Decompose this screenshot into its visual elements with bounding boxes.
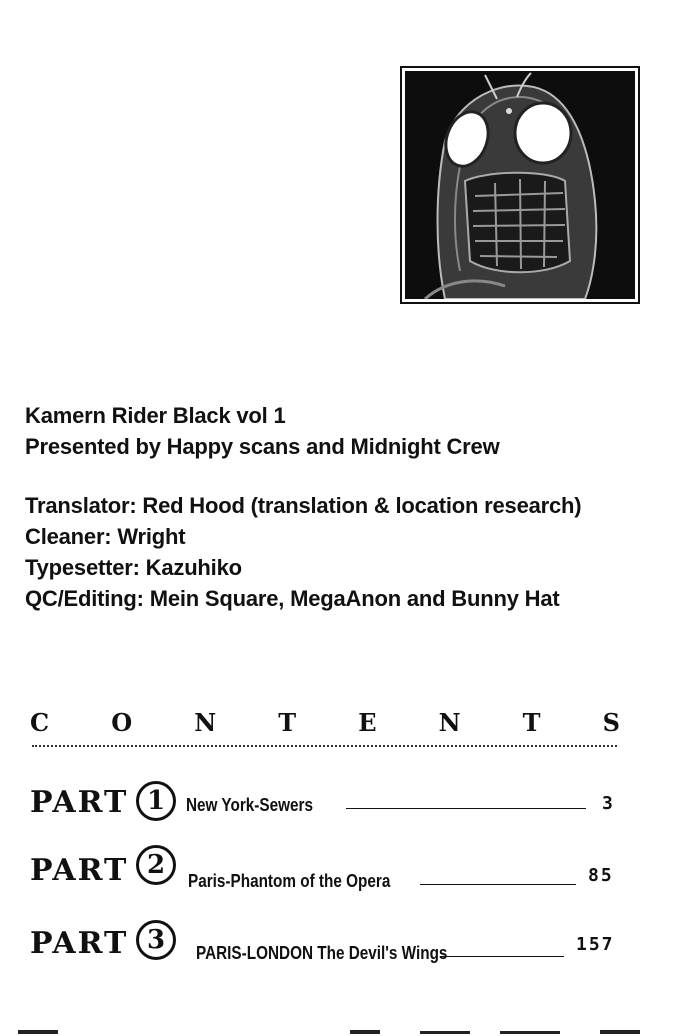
contents-entry-part-1 <box>30 785 630 829</box>
part-label: PART <box>30 853 129 888</box>
leader-line <box>440 956 564 957</box>
masked-rider-illustration <box>400 66 640 304</box>
volume-title: Kamern Rider Black vol 1 <box>25 403 286 428</box>
page-number: 157 <box>576 934 615 955</box>
part-title: PARIS-LONDON The Devil's Wings <box>196 943 448 963</box>
part-label: PART <box>30 926 129 961</box>
contents-letter: E <box>358 708 377 737</box>
contents-letter: T <box>278 708 297 737</box>
part-number-circle: 3 <box>136 920 176 960</box>
typesetter-credit: Typesetter: Kazuhiko <box>25 555 242 580</box>
part-number-circle: 2 <box>136 845 176 885</box>
translator-credit: Translator: Red Hood (translation & location research) <box>25 493 582 518</box>
qc-credit: QC/Editing: Mein Square, MegaAnon and Bunny Hat <box>25 586 560 611</box>
contents-letter: O <box>111 708 133 737</box>
leader-line <box>346 808 586 809</box>
contents-letter: T <box>522 708 541 737</box>
leader-line <box>420 884 576 885</box>
page-number: 3 <box>602 793 615 814</box>
part-title: Paris-Phantom of the Opera <box>188 871 391 891</box>
contents-letter: C <box>30 708 50 737</box>
contents-letter: N <box>194 708 217 737</box>
contents-letter: S <box>602 708 620 737</box>
scan-edge-marks <box>0 1028 700 1036</box>
part-title: New York-Sewers <box>186 795 313 815</box>
credits-block <box>25 400 685 614</box>
contents-entry-part-3 <box>30 926 630 970</box>
contents-heading <box>30 708 620 737</box>
part-label: PART <box>30 785 129 820</box>
rider-helmet-drawing <box>405 71 635 299</box>
part-number-circle: 1 <box>136 781 176 821</box>
cleaner-credit: Cleaner: Wright <box>25 524 186 549</box>
page-number: 85 <box>588 865 614 886</box>
presented-by: Presented by Happy scans and Midnight Crew <box>25 434 500 459</box>
contents-letter: N <box>438 708 461 737</box>
contents-entry-part-2 <box>30 850 630 897</box>
dotted-divider <box>32 745 617 747</box>
